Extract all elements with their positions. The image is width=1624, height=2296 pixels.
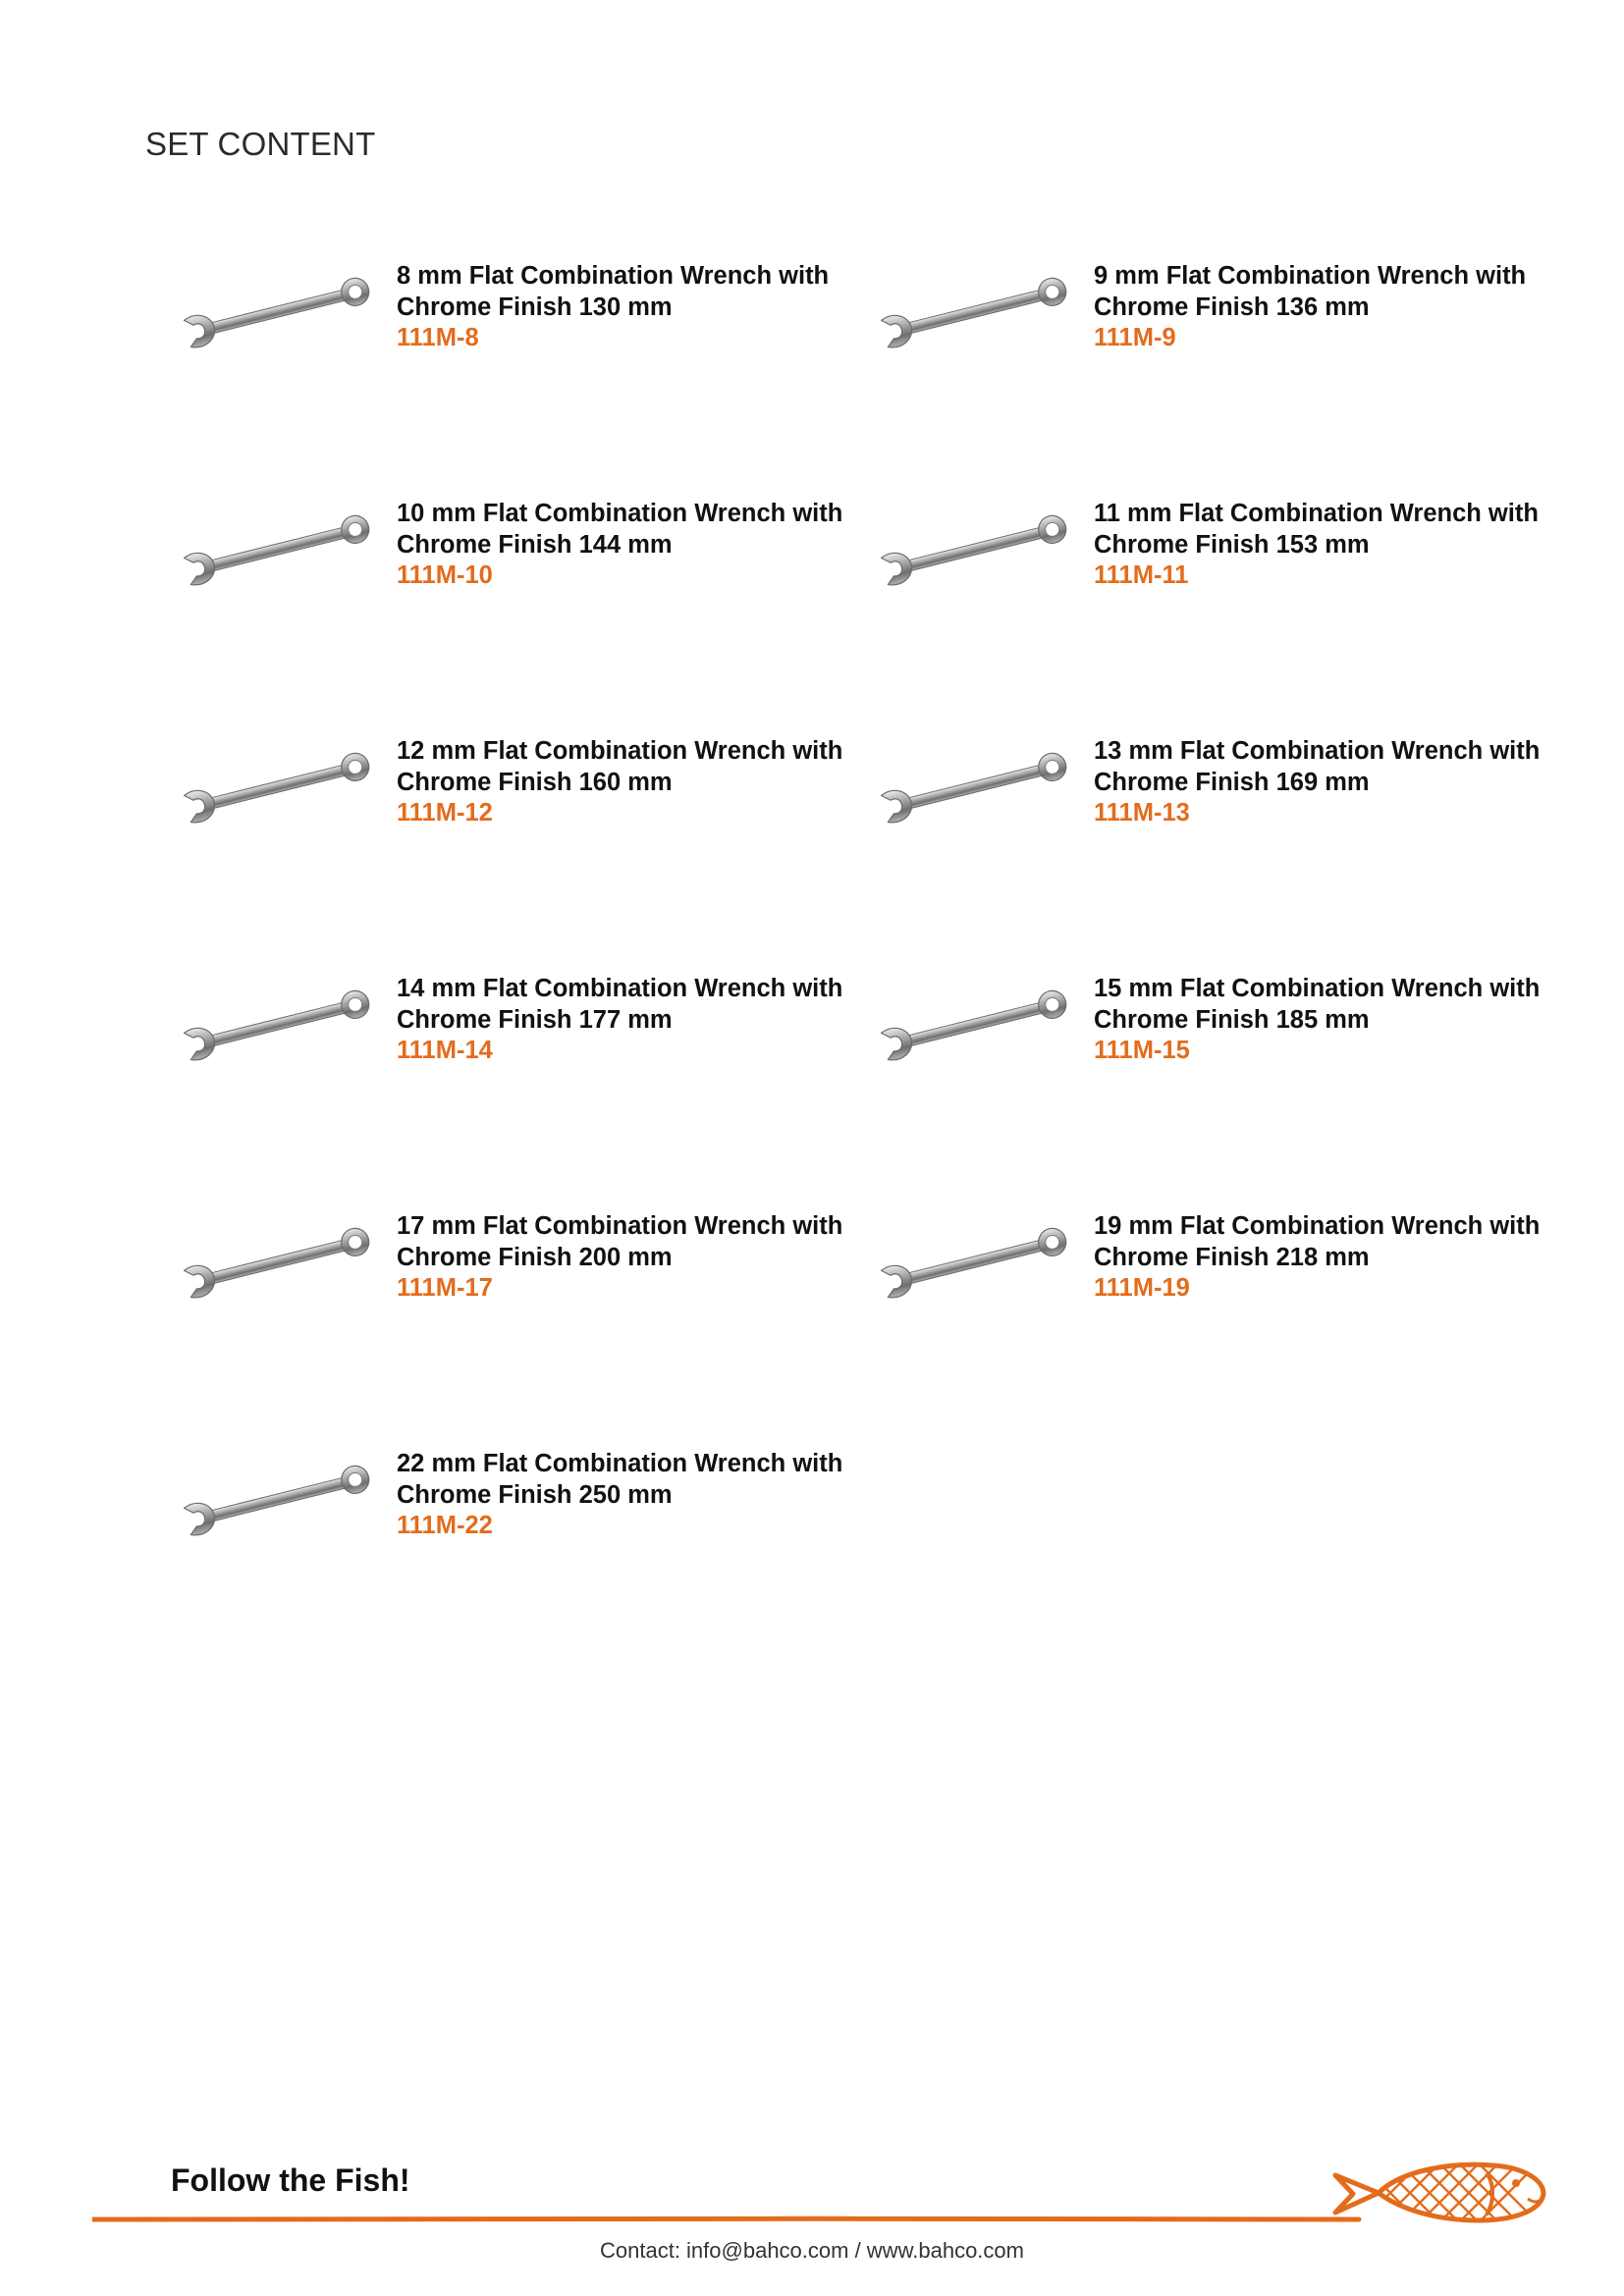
product-item bbox=[866, 736, 1573, 933]
product-code: 111M-15 bbox=[1094, 1037, 1190, 1064]
product-code: 111M-12 bbox=[397, 799, 493, 827]
product-name: 8 mm Flat Combination Wrench with Chrome Finish 130 mm bbox=[397, 262, 830, 321]
product-name: 13 mm Flat Combination Wrench with Chrome Finish 169 mm bbox=[1094, 737, 1541, 796]
product-code: 111M-9 bbox=[1094, 324, 1176, 351]
product-item bbox=[169, 1211, 876, 1408]
product-item bbox=[169, 736, 876, 933]
wrench-image bbox=[866, 736, 1092, 834]
product-item bbox=[866, 974, 1573, 1170]
product-name: 12 mm Flat Combination Wrench with Chrome Finish 160 mm bbox=[397, 737, 843, 796]
product-item bbox=[169, 261, 876, 457]
contact-info: Contact: info@bahco.com / www.bahco.com bbox=[600, 2238, 1024, 2263]
wrench-image bbox=[169, 974, 395, 1072]
product-name: 17 mm Flat Combination Wrench with Chrome Finish 200 mm bbox=[397, 1212, 843, 1271]
product-code: 111M-14 bbox=[397, 1037, 493, 1064]
product-code: 111M-11 bbox=[1094, 561, 1189, 589]
product-item bbox=[866, 1211, 1573, 1408]
product-name: 19 mm Flat Combination Wrench with Chrome Finish 218 mm bbox=[1094, 1212, 1541, 1271]
product-code: 111M-13 bbox=[1094, 799, 1190, 827]
wrench-image bbox=[866, 974, 1092, 1072]
product-name: 11 mm Flat Combination Wrench with Chrome Finish 153 mm bbox=[1094, 500, 1539, 559]
product-name: 14 mm Flat Combination Wrench with Chrome Finish 177 mm bbox=[397, 975, 843, 1034]
wrench-image bbox=[169, 261, 395, 359]
product-name: 15 mm Flat Combination Wrench with Chrome Finish 185 mm bbox=[1094, 975, 1541, 1034]
product-name: 22 mm Flat Combination Wrench with Chrome Finish 250 mm bbox=[397, 1450, 843, 1509]
product-name: 9 mm Flat Combination Wrench with Chrome Finish 136 mm bbox=[1094, 262, 1527, 321]
product-code: 111M-8 bbox=[397, 324, 479, 351]
section-title: SET CONTENT bbox=[145, 126, 376, 162]
product-item bbox=[169, 1449, 876, 1645]
product-code: 111M-19 bbox=[1094, 1274, 1190, 1302]
product-item bbox=[169, 974, 876, 1170]
wrench-image bbox=[866, 1211, 1092, 1309]
product-code: 111M-22 bbox=[397, 1512, 493, 1539]
wrench-image bbox=[169, 1449, 395, 1547]
product-code: 111M-17 bbox=[397, 1274, 493, 1302]
fish-logo bbox=[1331, 2154, 1549, 2230]
product-item bbox=[866, 499, 1573, 695]
wrench-image bbox=[169, 1211, 395, 1309]
product-name: 10 mm Flat Combination Wrench with Chrome Finish 144 mm bbox=[397, 500, 843, 559]
footer-slogan: Follow the Fish! bbox=[171, 2163, 410, 2198]
product-item bbox=[866, 261, 1573, 457]
wrench-image bbox=[169, 736, 395, 834]
product-item bbox=[169, 499, 876, 695]
wrench-image bbox=[866, 499, 1092, 597]
product-code: 111M-10 bbox=[397, 561, 493, 589]
wrench-image bbox=[169, 499, 395, 597]
wrench-image bbox=[866, 261, 1092, 359]
